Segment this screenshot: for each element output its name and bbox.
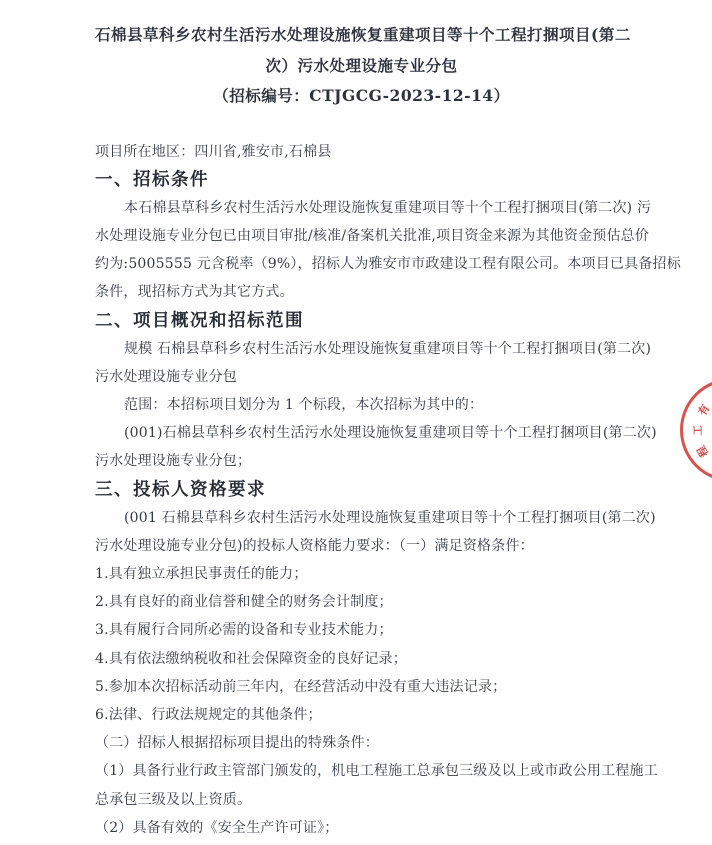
special-condition-1-line-2: 总承包三级及以上资质。 — [95, 791, 252, 808]
item-5 — [95, 673, 628, 701]
item-6-line-1: 6.法律、行政法规规定的其他条件； — [95, 706, 322, 723]
para-bid-conditions-line-1: 本石棉县草科乡农村生活污水处理设施恢复重建项目等十个工程打捆项目(第二次) 污 — [124, 199, 652, 216]
para-section-001-line-2: 污水处理设施专业分包； — [95, 453, 252, 470]
para-bid-conditions-line-2: 水处理设施专业分包已由项目审批/核准/备案机关批准,项目资金来源为其他资金预估总价 — [95, 227, 650, 244]
para-bid-conditions-line-3: 约为:5005555 元含税率（9%），招标人为雅安市市政建设工程有限公司。本项目已具备招标 — [95, 256, 681, 273]
para-scope — [95, 391, 628, 419]
para-scale — [95, 335, 652, 391]
para-scope-line-1: 范围：本招标项目划分为 1 个标段，本次招标为其中的： — [124, 396, 484, 413]
heading-1 — [95, 166, 628, 194]
special-condition-2-line-1: （2）具备有效的《安全生产许可证》； — [95, 819, 339, 836]
title-line-2: 次）污水处理设施专业分包 — [265, 55, 458, 75]
red-seal-stamp — [680, 378, 712, 482]
item-5-line-1: 5.参加本次招标活动前三年内，在经营活动中没有重大违法记录； — [95, 678, 507, 695]
item-4-line-1: 4.具有依法缴纳税收和社会保障资金的良好记录； — [95, 650, 407, 667]
heading-3 — [95, 476, 628, 504]
document-title — [95, 20, 631, 112]
item-3 — [95, 616, 628, 644]
special-condition-2 — [95, 814, 628, 842]
item-1 — [95, 560, 628, 588]
heading-2-line-1: 二、项目概况和招标范围 — [95, 310, 304, 331]
item-2-line-1: 2.具有良好的商业信誉和健全的财务会计制度； — [95, 594, 393, 611]
title-line-1: 石棉县草科乡农村生活污水处理设施恢复重建项目等十个工程打捆项目(第二 — [95, 25, 631, 44]
item-3-line-1: 3.具有履行合同所必需的设备和专业技术能力； — [95, 622, 393, 639]
heading-2 — [95, 307, 628, 335]
bid-number-line: （招标编号：CTJGCG-2023-12-14） — [213, 86, 510, 105]
item-6 — [95, 701, 628, 729]
para-bid-conditions-line-4: 条件，现招标方式为其它方式。 — [95, 284, 294, 301]
item-4 — [95, 645, 628, 673]
special-condition-1 — [95, 757, 658, 813]
para-section-001-line-1: (001)石棉县草科乡农村生活污水处理设施恢复重建项目等十个工程打捆项目(第二次) — [124, 425, 657, 442]
heading-1-line-1: 一、招标条件 — [95, 169, 209, 190]
seal-glyph: 工 — [692, 425, 704, 436]
para-qualification-intro-line-1: (001 石棉县草科乡农村生活污水处理设施恢复重建项目等十个工程打捆项目(第二次) — [124, 509, 656, 526]
para-section-001 — [95, 419, 657, 475]
heading-3-line-1: 三、投标人资格要求 — [95, 479, 266, 500]
para-qualification-intro — [95, 504, 656, 560]
seal-glyph: 程 — [695, 443, 711, 459]
para-special-conditions — [95, 729, 628, 757]
item-1-line-1: 1.具有独立承担民事责任的能力； — [95, 565, 308, 582]
para-scale-line-2: 污水处理设施专业分包 — [95, 368, 237, 385]
para-scale-line-1: 规模 石棉县草科乡农村生活污水处理设施恢复重建项目等十个工程打捆项目(第二次) — [124, 340, 652, 357]
special-condition-1-line-1: （1）具备行业行政主管部门颁发的，机电工程施工总承包三级及以上或市政公用工程施工 — [95, 763, 658, 780]
para-qualification-intro-line-2: 污水处理设施专业分包)的投标人资格能力要求：（一）满足资格条件： — [95, 537, 534, 554]
document-body — [95, 166, 681, 842]
para-special-conditions-line-1: （二）招标人根据招标项目提出的特殊条件： — [95, 735, 379, 752]
seal-glyph: 有 — [696, 402, 712, 418]
project-location-line: 项目所在地区：四川省,雅安市,石棉县 — [95, 143, 332, 160]
para-bid-conditions — [95, 194, 681, 307]
seal-ring-icon — [680, 378, 712, 482]
item-2 — [95, 588, 628, 616]
